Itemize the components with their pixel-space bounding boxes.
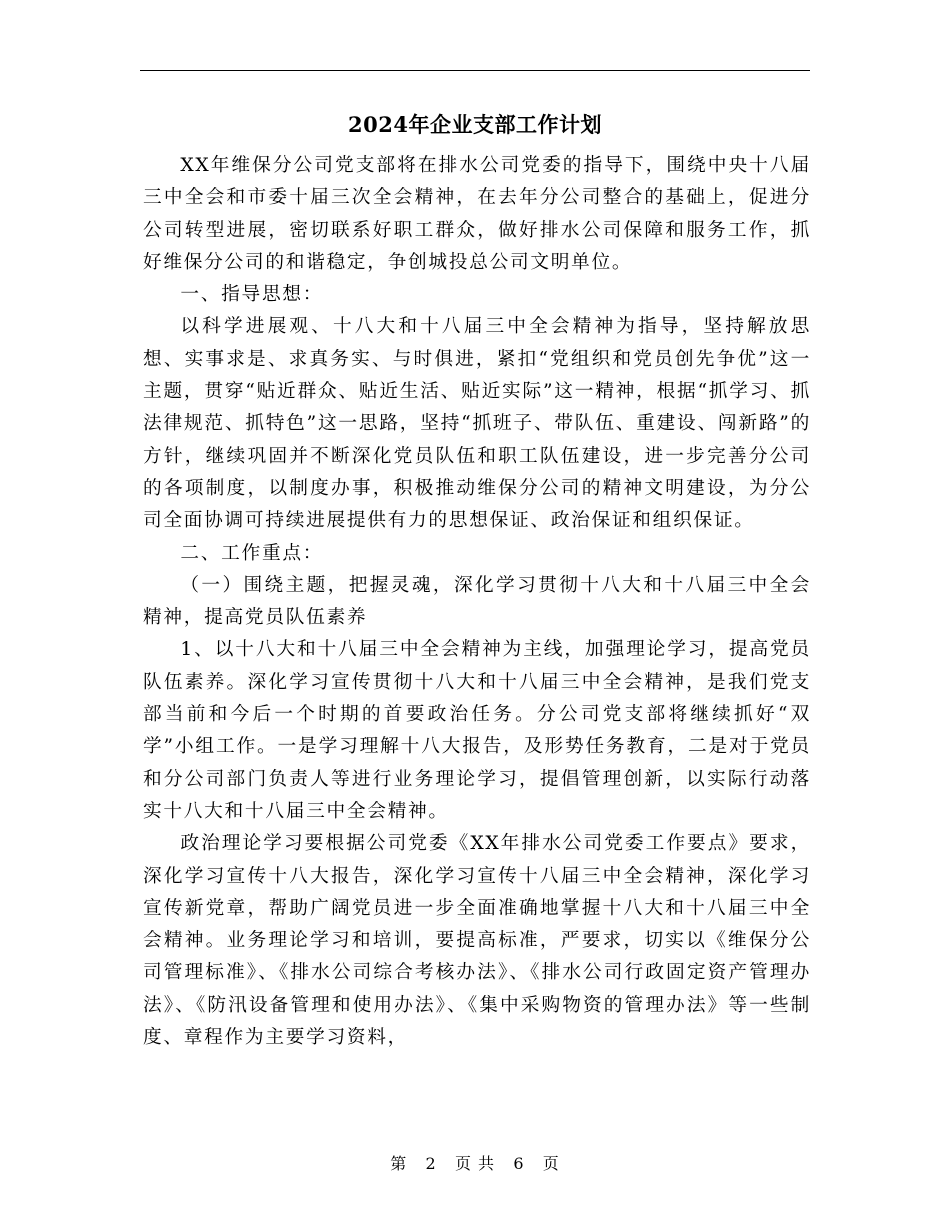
heading-work-focus: 二、工作重点： (180, 542, 324, 564)
footer-prefix: 第 (390, 1154, 408, 1173)
document-body (143, 150, 811, 1054)
footer-middle: 页 共 (454, 1154, 496, 1173)
page-footer (0, 1152, 950, 1176)
footer-suffix: 页 (542, 1154, 560, 1173)
document-title: 2024年企业支部工作计划 (348, 112, 602, 137)
header-rule (140, 70, 810, 71)
heading-guiding-thought: 一、指导思想： (180, 284, 324, 306)
paragraph-guiding-thought: 以科学进展观、十八大和十八届三中全会精神为指导，坚持解放思想、实事求是、求真务实、与时俱进，紧扣“党组织和党员创先争优”这一主题，贯穿“贴近群众、贴近生活、贴近实际”这一精神，根据“抓学习、抓法律规范、抓特色”这一思路，坚持“抓班子、带队伍、重建设、闯新路”的方针，继续巩固并不断深化党员队伍和职工队伍建设，进一步完善分公司的各项制度，以制度办事，积极推动维保分公司的精神文明建设，为分公司全面协调可持续进展提供有力的思想保证、政治保证和组织保证。 (143, 316, 811, 532)
page-number: 2 (425, 1154, 437, 1173)
paragraph-intro: XX年维保分公司党支部将在排水公司党委的指导下，围绕中央十八届三中全会和市委十届三次全会精神，在去年分公司整合的基础上，促进分公司转型进展，密切联系好职工群众，做好排水公司保障和服务工作，抓好维保分公司的和谐稳定，争创城投总公司文明单位。 (143, 155, 811, 273)
page-total: 6 (513, 1154, 525, 1173)
paragraph-political-study: 政治理论学习要根据公司党委《XX年排水公司党委工作要点》要求，深化学习宣传十八大报告，深化学习宣传十八届三中全会精神，深化学习宣传新党章，帮助广阔党员进一步全面准确地掌握十八大和十八届三中全会精神。业务理论学习和培训，要提高标准，严要求，切实以《维保分公司管理标准》、《排水公司综合考核办法》、《排水公司行政固定资产管理办法》、《防汛设备管理和使用办法》、《集中采购物资的管理办法》等一些制度、章程作为主要学习资料， (143, 833, 811, 1049)
paragraph-point-1: 1、以十八大和十八届三中全会精神为主线，加强理论学习，提高党员队伍素养。深化学习宣传贯彻十八大和十八届三中全会精神，是我们党支部当前和今后一个时期的首要政治任务。分公司党支部将继续抓好“双学”小组工作。一是学习理解十八大报告，及形势任务教育，二是对于党员和分公司部门负责人等进行业务理论学习，提倡管理创新，以实际行动落实十八大和十八届三中全会精神。 (143, 639, 811, 822)
subheading-item-1: （一）围绕主题，把握灵魂，深化学习贯彻十八大和十八届三中全会精神，提高党员队伍素养 (143, 574, 811, 629)
